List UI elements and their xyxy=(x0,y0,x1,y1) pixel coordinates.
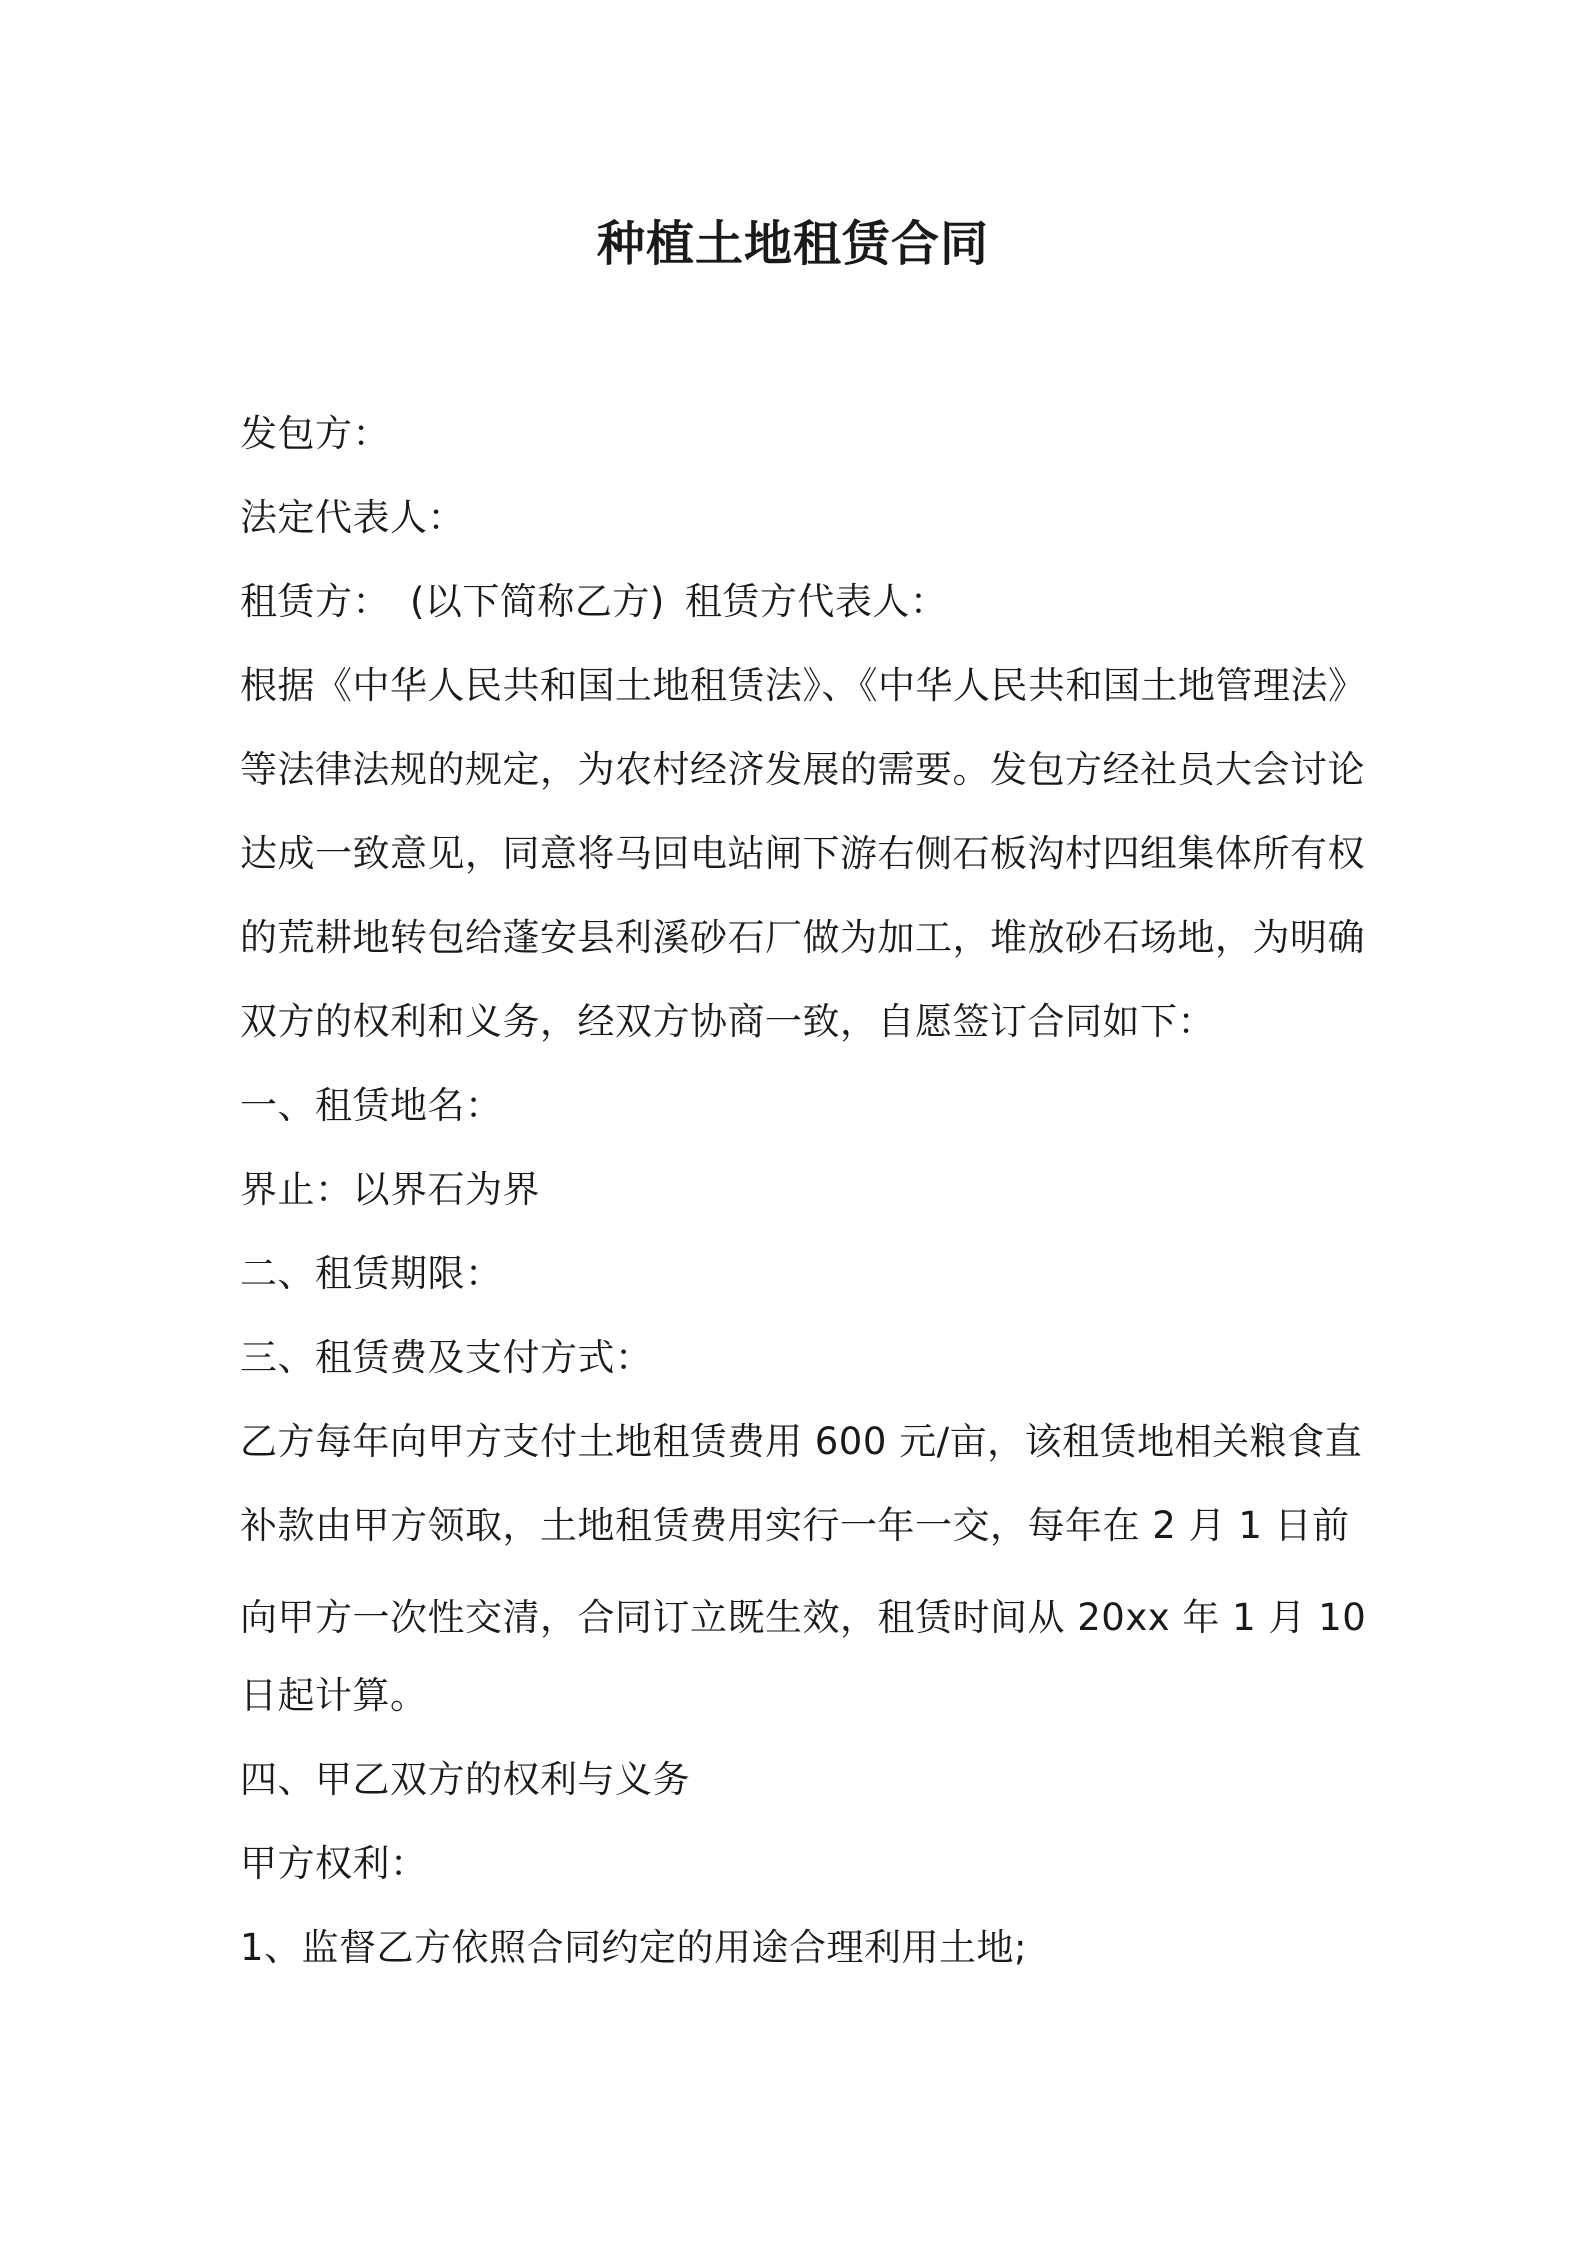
section-heading-1: 一、租赁地名： xyxy=(240,1084,503,1127)
section-heading-3: 三、租赁费及支付方式： xyxy=(240,1336,653,1379)
lessee-alias: (以下简称乙方) xyxy=(410,580,665,623)
fee-line-4: 日起计算。 xyxy=(240,1674,428,1717)
preamble-line-5: 双方的权利和义务，经双方协商一致，自愿签订合同如下： xyxy=(240,1000,1215,1043)
lessee-line xyxy=(240,576,1360,628)
rights-item-1: 1、监督乙方依照合同约定的用途合理利用土地; xyxy=(240,1926,1028,1969)
preamble-line-3: 达成一致意见，同意将马回电站闸下游右侧石板沟村四组集体所有权 xyxy=(240,832,1365,875)
section-heading-4: 四、甲乙双方的权利与义务 xyxy=(240,1758,690,1801)
contractor-line: 发包方： xyxy=(240,412,390,455)
lessee-label: 租赁方： xyxy=(240,580,390,623)
fee-line-2: 补款由甲方领取，土地租赁费用实行一年一交，每年在 2 月 1 日前 xyxy=(240,1504,1350,1547)
fee-line-1: 乙方每年向甲方支付土地租赁费用 600 元/亩，该租赁地相关粮食直 xyxy=(240,1420,1363,1463)
lessee-representative-label: 租赁方代表人： xyxy=(684,580,948,623)
preamble-line-2: 等法律法规的规定，为农村经济发展的需要。发包方经社员大会讨论 xyxy=(240,748,1365,791)
preamble-line-1: 根据《中华人民共和国土地租赁法》、《中华人民共和国土地管理法》 xyxy=(240,664,1366,707)
section-heading-2: 二、租赁期限： xyxy=(240,1252,503,1295)
preamble-line-4: 的荒耕地转包给蓬安县利溪砂石厂做为加工，堆放砂石场地，为明确 xyxy=(240,916,1365,959)
fee-line-3: 向甲方一次性交清，合同订立既生效，租赁时间从 20xx 年 1 月 10 xyxy=(240,1596,1367,1639)
boundary-line: 界止：以界石为界 xyxy=(240,1168,540,1211)
legal-representative-line: 法定代表人： xyxy=(240,496,465,539)
party-a-rights-heading: 甲方权利： xyxy=(240,1842,428,1885)
document-title: 种植土地租赁合同 xyxy=(596,216,989,272)
